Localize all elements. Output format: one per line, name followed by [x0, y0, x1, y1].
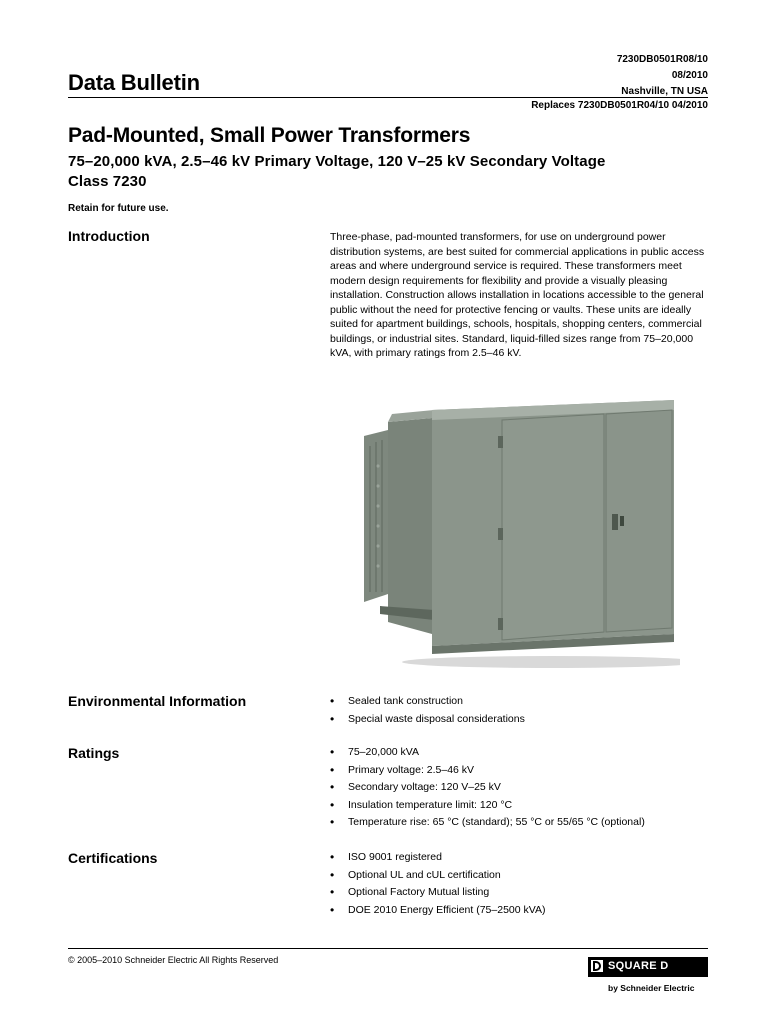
replaces-note: Replaces 7230DB0501R04/10 04/2010 [531, 100, 708, 111]
introduction-text: Three-phase, pad-mounted transformers, for use on underground power distribution systems, are best suited for commercial applications in public access areas and where underground service is required. These transformers meet modern design requirements for flexibility and provide a visually pleasing installation. Construction allows installation in locations accessible to the general public without the need for protective fencing or vaults. These units are ideally suited for apartment buildings, schools, hospitals, shopping centers, commercial buildings, or industrial sites. Standard, liquid-filled sizes range from 75–20,000 kVA, with primary ratings from 2.5–46 kV. [330, 231, 705, 359]
document-date: 08/2010 [671, 70, 708, 81]
certifications-list [330, 849, 545, 919]
ratings-list [330, 744, 645, 832]
environmental-heading: Environmental Information [68, 693, 247, 709]
transformer-photo [362, 396, 680, 672]
copyright-notice: © 2005–2010 Schneider Electric All Rights Reserved [68, 955, 279, 965]
subtitle-line-2: Class 7230 [68, 173, 147, 190]
brand-subtitle: by Schneider Electric [608, 983, 695, 993]
brand-name: SQUARE D [608, 960, 669, 972]
bulletin-title: Data Bulletin [68, 70, 200, 95]
introduction-heading: Introduction [68, 228, 150, 244]
document-location: Nashville, TN USA [621, 86, 708, 97]
square-d-logo [588, 957, 708, 977]
list-item: • Temperature rise: 65 °C (standard); 55 °C or 55/65 °C (optional) [330, 814, 645, 832]
header-divider [68, 97, 708, 98]
cabinet-door-left [502, 414, 604, 640]
list-item: • Primary voltage: 2.5–46 kV [330, 762, 645, 780]
cabinet-side-panel [388, 418, 432, 634]
ratings-heading: Ratings [68, 745, 120, 761]
page-title: Pad-Mounted, Small Power Transformers [68, 124, 471, 147]
document-number: 7230DB0501R08/10 [616, 54, 708, 65]
page-subtitle [68, 152, 708, 192]
subtitle-line-1: 75–20,000 kVA, 2.5–46 kV Primary Voltage, 120 V–25 kV Secondary Voltage [68, 153, 606, 170]
list-item: • 75–20,000 kVA [330, 744, 645, 762]
retain-note: Retain for future use. [68, 203, 169, 214]
list-item: • Special waste disposal considerations [330, 711, 525, 729]
environmental-list [330, 693, 525, 728]
document-meta [617, 52, 708, 100]
list-item: • DOE 2010 Energy Efficient (75–2500 kVA) [330, 902, 545, 920]
list-item: • Sealed tank construction [330, 693, 525, 711]
list-item: • Insulation temperature limit: 120 °C [330, 797, 645, 815]
footer-divider [68, 948, 708, 949]
list-item: • Optional UL and cUL certification [330, 867, 545, 885]
certifications-heading: Certifications [68, 850, 158, 866]
list-item: • Optional Factory Mutual listing [330, 884, 545, 902]
list-item: • Secondary voltage: 120 V–25 kV [330, 779, 645, 797]
list-item: • ISO 9001 registered [330, 849, 545, 867]
square-d-mark-icon [590, 959, 604, 973]
